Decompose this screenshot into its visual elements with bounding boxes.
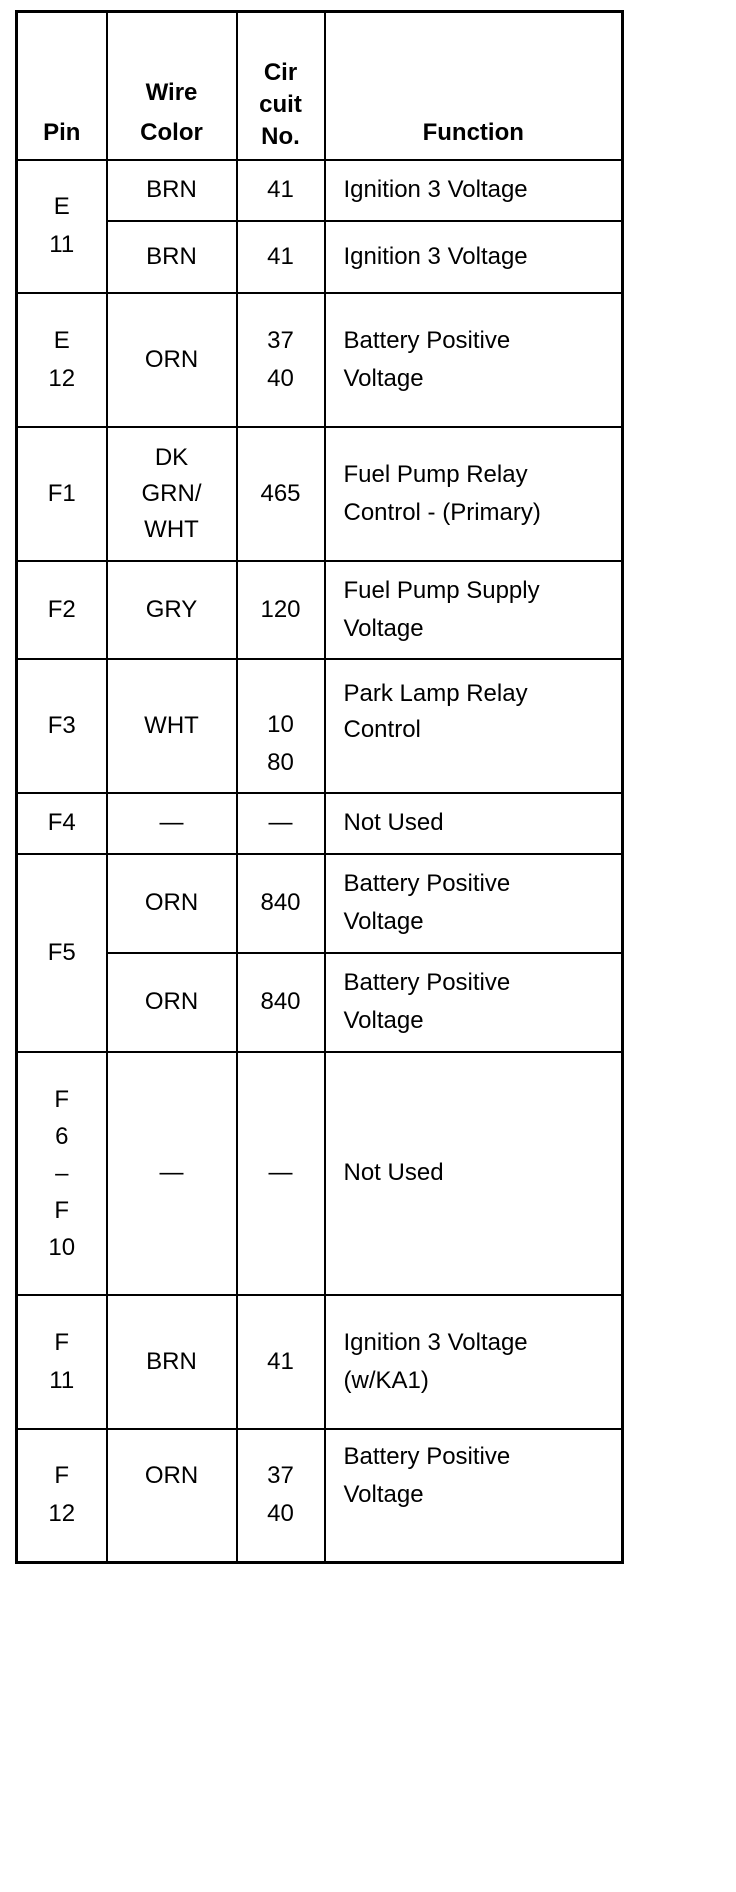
pin-cell: F 11: [17, 1295, 107, 1429]
table-row: [17, 1295, 623, 1429]
wire-color-cell: ORN: [107, 953, 237, 1052]
circuit-cell: 41: [237, 221, 325, 293]
circuit-cell: 465: [237, 427, 325, 561]
circuit-cell: 840: [237, 854, 325, 953]
wire-color-cell: GRY: [107, 561, 237, 659]
circuit-cell: —: [237, 1052, 325, 1295]
circuit-cell: 41: [237, 160, 325, 221]
wire-color-cell: ORN: [107, 293, 237, 427]
pin-cell: F3: [17, 659, 107, 793]
table-row: [17, 427, 623, 561]
wire-color-cell: BRN: [107, 1295, 237, 1429]
pin-cell: F2: [17, 561, 107, 659]
wire-color-cell: —: [107, 1052, 237, 1295]
function-cell: Not Used: [325, 793, 623, 854]
circuit-cell: 37 40: [237, 1429, 325, 1563]
function-cell: Ignition 3 Voltage: [325, 160, 623, 221]
wire-color-cell: WHT: [107, 659, 237, 793]
circuit-cell: 840: [237, 953, 325, 1052]
circuit-cell: 120: [237, 561, 325, 659]
table-row: [17, 293, 623, 427]
table-row: [17, 854, 623, 953]
function-cell: Ignition 3 Voltage (w/KA1): [325, 1295, 623, 1429]
function-cell: Battery Positive Voltage: [325, 293, 623, 427]
header-function: Function: [325, 12, 623, 160]
table-row: [17, 1052, 623, 1295]
table-row: [17, 953, 623, 1052]
pin-cell: E 12: [17, 293, 107, 427]
circuit-cell: 37 40: [237, 293, 325, 427]
table-row: [17, 1429, 623, 1563]
function-cell: Battery Positive Voltage: [325, 854, 623, 953]
wire-color-cell: BRN: [107, 160, 237, 221]
wire-color-cell: —: [107, 793, 237, 854]
table-row: [17, 659, 623, 793]
circuit-cell: 41: [237, 1295, 325, 1429]
pin-cell: F5: [17, 854, 107, 1052]
circuit-cell: 10 80: [237, 659, 325, 793]
header-pin: Pin: [17, 12, 107, 160]
header-wire-color: Wire Color: [107, 12, 237, 160]
pinout-table: [15, 10, 624, 1564]
function-cell: Fuel Pump Supply Voltage: [325, 561, 623, 659]
pin-cell: E 11: [17, 160, 107, 293]
wire-color-cell: ORN: [107, 854, 237, 953]
wire-color-cell: DK GRN/ WHT: [107, 427, 237, 561]
pin-cell: F 12: [17, 1429, 107, 1563]
circuit-cell: —: [237, 793, 325, 854]
pin-cell: F4: [17, 793, 107, 854]
header-row: [17, 12, 623, 160]
function-cell: Battery Positive Voltage: [325, 953, 623, 1052]
table-row: [17, 160, 623, 221]
wire-color-cell: BRN: [107, 221, 237, 293]
function-cell: Fuel Pump Relay Control - (Primary): [325, 427, 623, 561]
pin-cell: F1: [17, 427, 107, 561]
function-cell: Battery Positive Voltage: [325, 1429, 623, 1563]
function-cell: Not Used: [325, 1052, 623, 1295]
pin-cell: F 6 – F 10: [17, 1052, 107, 1295]
table-row: [17, 221, 623, 293]
wire-color-cell: ORN: [107, 1429, 237, 1563]
function-cell: Ignition 3 Voltage: [325, 221, 623, 293]
table-row: [17, 561, 623, 659]
header-circuit-no: Cir cuit No.: [237, 12, 325, 160]
table-row: [17, 793, 623, 854]
function-cell: Park Lamp Relay Control: [325, 659, 623, 793]
